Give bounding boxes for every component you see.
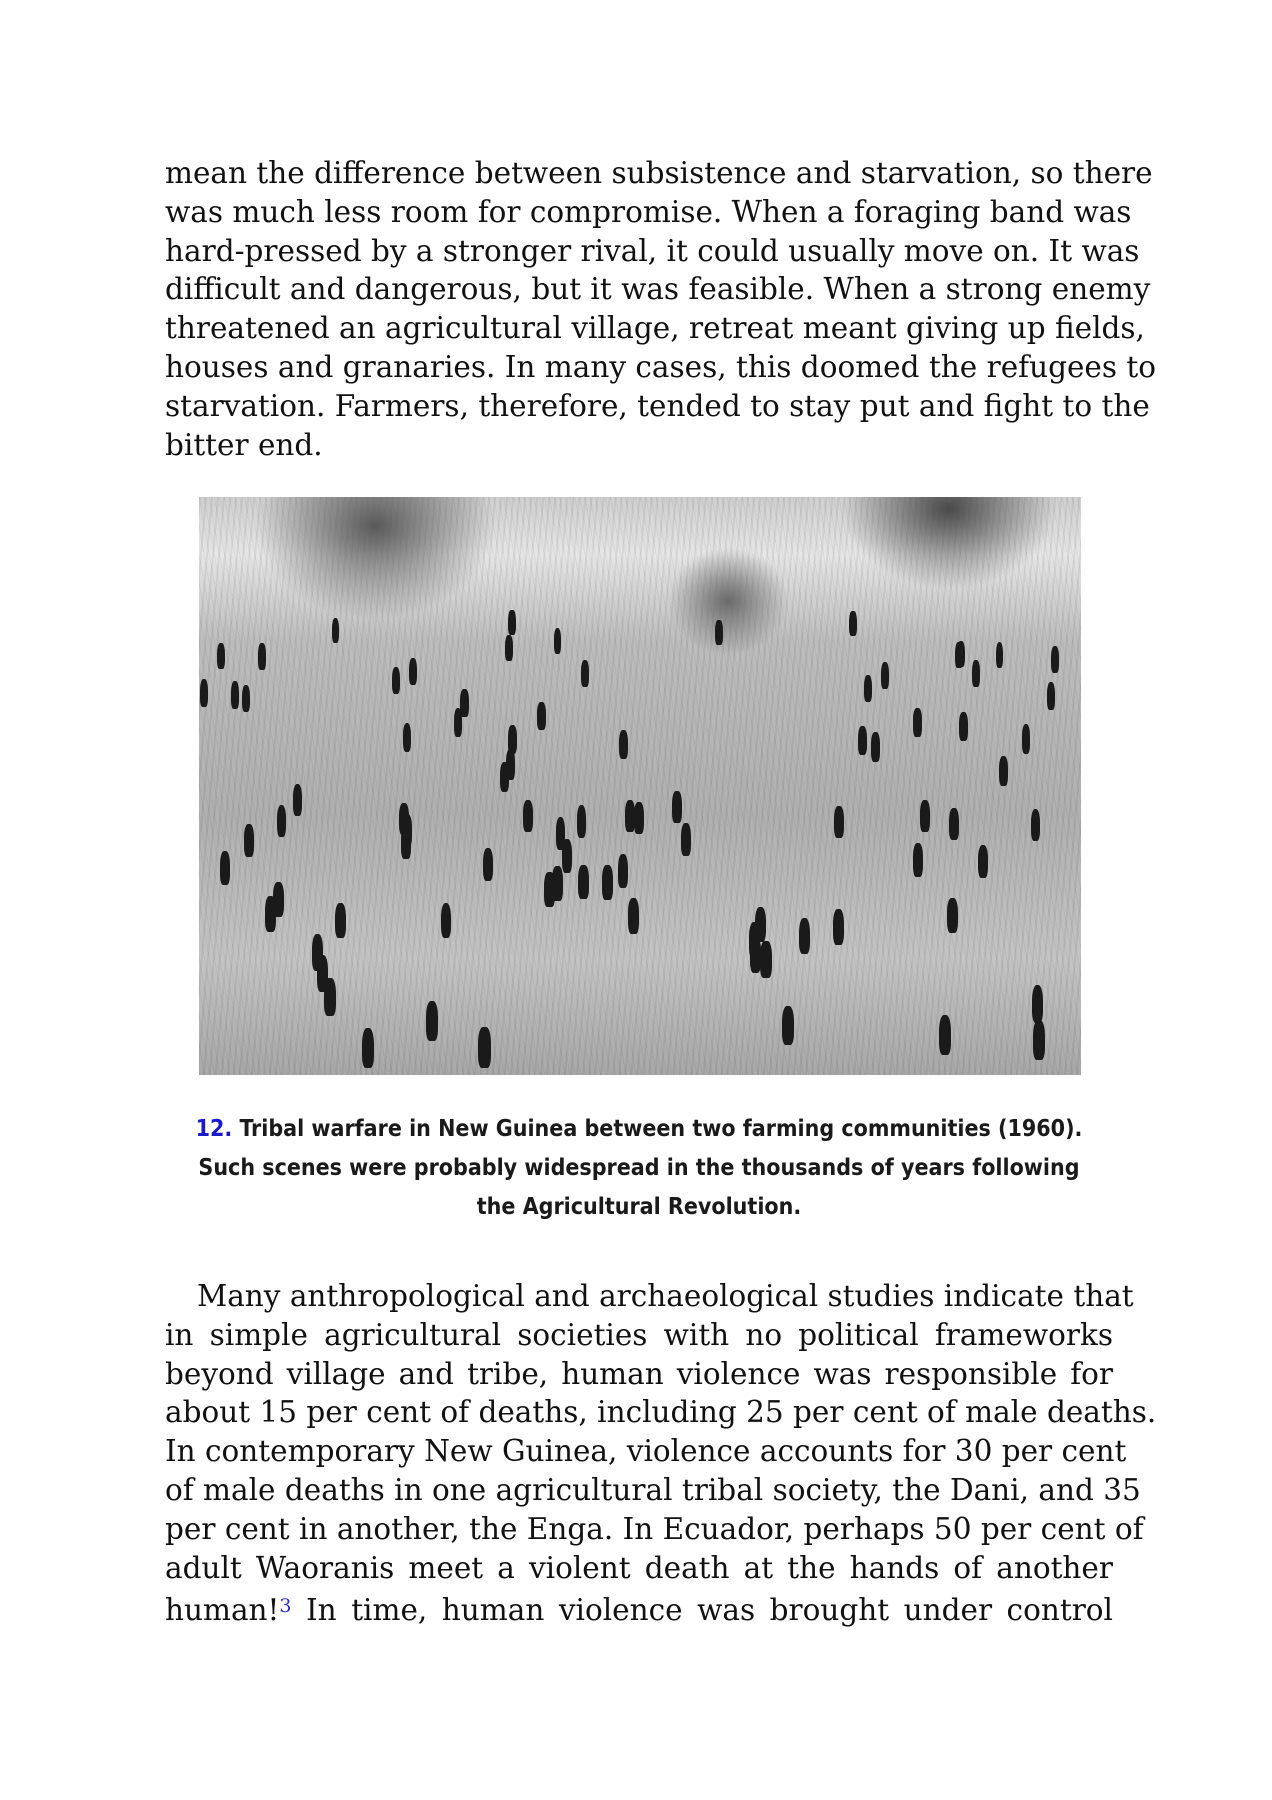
warrior-figure xyxy=(999,756,1008,786)
text-line: beyond village and tribe, human violence was responsible for xyxy=(165,1356,1113,1391)
warrior-figure xyxy=(508,610,516,635)
text-line: hard-pressed by a stronger rival, it could usually move on. It was xyxy=(165,233,1140,268)
text-line: threatened an agricultural village, retreat meant giving up fields, xyxy=(165,311,1145,346)
warrior-figure xyxy=(544,872,554,907)
warrior-figure xyxy=(834,806,844,838)
text-line xyxy=(165,1587,1113,1626)
warrior-figure xyxy=(949,808,959,840)
figure-caption xyxy=(160,1110,1118,1227)
body-paragraph-2 xyxy=(165,1277,1157,1628)
caption-text: Tribal warfare in New Guinea between two farming communities (1960). xyxy=(239,1116,1083,1142)
warrior-figure xyxy=(864,675,872,702)
warrior-figure xyxy=(858,726,867,755)
body-paragraph-1 xyxy=(165,154,1157,464)
warrior-figure xyxy=(277,805,287,837)
warrior-figure xyxy=(602,865,612,899)
warrior-figure xyxy=(972,660,980,687)
warrior-figure xyxy=(760,941,771,978)
text-fragment: In time, human violence was brought under control xyxy=(291,1593,1113,1628)
text-line: in simple agricultural societies with no political frameworks xyxy=(165,1317,1113,1352)
text-line: of male deaths in one agricultural tribal society, the Dani, and 35 xyxy=(165,1472,1141,1507)
warrior-figure xyxy=(913,708,922,737)
text-line: In contemporary New Guinea, violence accounts for 30 per cent xyxy=(165,1434,1127,1469)
text-fragment: human! xyxy=(165,1593,280,1628)
warrior-figure xyxy=(441,903,452,939)
warrior-figure xyxy=(554,628,562,654)
warrior-figure xyxy=(562,839,572,872)
warrior-figure xyxy=(681,823,691,856)
warrior-figure xyxy=(577,805,587,837)
warrior-figure xyxy=(913,843,923,877)
text-line: mean the difference between subsistence and starvation, so there xyxy=(165,156,1153,190)
text-line: Many anthropological and archaeological studies indicate that xyxy=(197,1279,1134,1313)
warrior-figure xyxy=(978,845,988,879)
warrior-figure xyxy=(947,898,958,934)
caption-text: Such scenes were probably widespread in the thousands of years following xyxy=(198,1155,1080,1181)
figure-number-link[interactable]: 12. xyxy=(195,1116,233,1142)
warrior-figure xyxy=(1051,646,1059,672)
warrior-figure xyxy=(959,712,968,741)
warrior-figure xyxy=(293,784,302,815)
warrior-figure xyxy=(244,824,254,857)
warrior-figure xyxy=(782,1006,794,1045)
caption-text: the Agricultural Revolution. xyxy=(476,1194,802,1220)
warrior-figure xyxy=(317,955,328,993)
warrior-figure xyxy=(833,909,844,945)
text-line: bitter end. xyxy=(165,427,323,462)
warrior-figure xyxy=(231,681,239,709)
text-line: starvation. Farmers, therefore, tended to stay put and fight to the xyxy=(165,388,1150,423)
warrior-figure xyxy=(871,732,880,762)
warrior-figure xyxy=(578,865,588,899)
tribal-warfare-photo xyxy=(199,497,1081,1075)
warrior-figure xyxy=(217,643,225,669)
warrior-figure xyxy=(537,702,546,730)
warrior-figure xyxy=(634,802,644,834)
warrior-figure xyxy=(273,882,283,917)
warrior-figure xyxy=(402,814,412,847)
warrior-figure xyxy=(618,854,628,888)
warrior-figure xyxy=(220,851,230,885)
warrior-figure xyxy=(1047,682,1055,710)
warrior-figure xyxy=(1022,724,1031,753)
warrior-figure xyxy=(242,685,250,713)
text-line: houses and granaries. In many cases, this doomed the refugees to xyxy=(165,349,1157,384)
text-line: was much less room for compromise. When a foraging band was xyxy=(165,194,1132,229)
warrior-figure xyxy=(619,730,628,759)
warrior-figure xyxy=(426,1001,438,1040)
warrior-figure xyxy=(258,643,266,669)
warrior-figure xyxy=(523,800,533,832)
warrior-figure xyxy=(715,620,723,645)
warrior-figure xyxy=(1033,1020,1045,1060)
footnote-link[interactable]: 3 xyxy=(279,1595,292,1618)
warrior-figure xyxy=(403,723,412,752)
warrior-figure xyxy=(1032,985,1044,1024)
warrior-figure xyxy=(628,898,639,934)
warrior-figure xyxy=(409,658,417,685)
warrior-figure xyxy=(749,922,760,958)
warrior-figure xyxy=(335,903,346,939)
warrior-figure xyxy=(508,725,517,754)
warrior-figure xyxy=(362,1028,374,1068)
warrior-figure xyxy=(332,618,340,643)
warrior-figure xyxy=(799,918,810,954)
text-line: about 15 per cent of deaths, including 25 per cent of male deaths. xyxy=(165,1395,1157,1430)
warrior-figure xyxy=(505,635,513,661)
warrior-figure xyxy=(581,660,589,687)
warrior-figure xyxy=(920,800,930,832)
warrior-figure xyxy=(478,1027,490,1067)
warrior-figure xyxy=(625,800,635,832)
warrior-figure xyxy=(849,611,857,636)
warrior-figure xyxy=(200,679,208,707)
warrior-figure xyxy=(881,662,889,689)
text-line: adult Waoranis meet a violent death at the hands of another xyxy=(165,1550,1113,1585)
warrior-figure xyxy=(939,1015,951,1055)
warrior-figure xyxy=(672,791,682,823)
text-line: difficult and dangerous, but it was feasible. When a strong enemy xyxy=(165,272,1151,307)
warrior-figure xyxy=(483,848,493,882)
warrior-figure xyxy=(996,642,1004,668)
warrior-figure xyxy=(392,667,400,694)
warrior-figure xyxy=(957,641,965,667)
text-line: per cent in another, the Enga. In Ecuador, perhaps 50 per cent of xyxy=(165,1511,1144,1546)
warrior-figure xyxy=(1031,809,1041,841)
warrior-figure xyxy=(460,689,468,717)
